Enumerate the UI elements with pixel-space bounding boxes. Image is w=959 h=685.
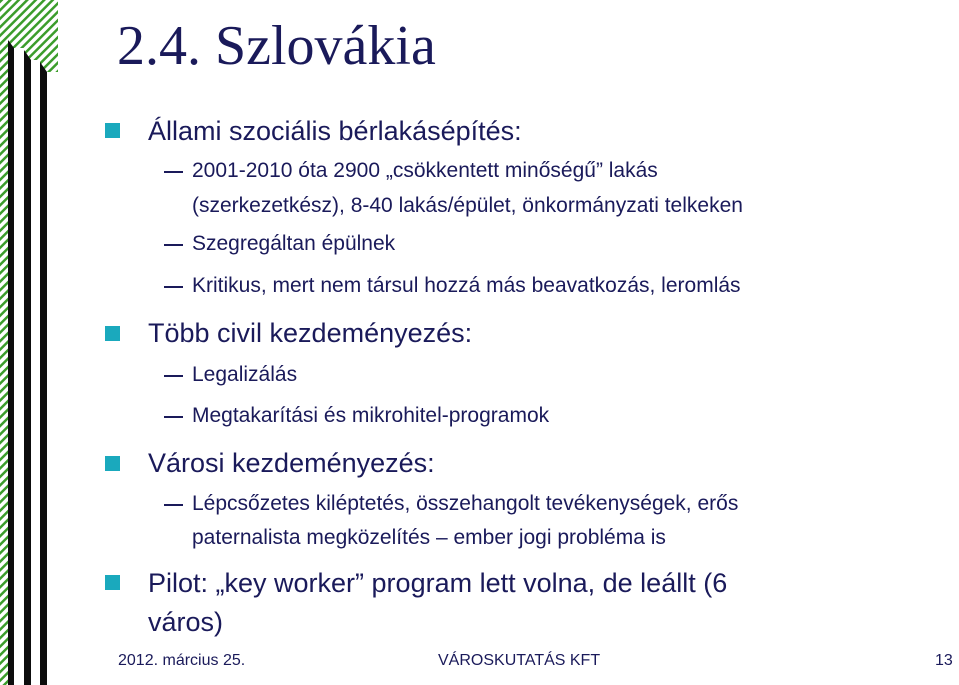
sub-bullet-text: Lépcsőzetes kiléptetés, összehangolt tevékenységek, erős (192, 492, 739, 515)
striped-pattern-graphic (0, 0, 58, 685)
sub-bullet-text: Kritikus, mert nem társul hozzá más beavatkozás, leromlás (192, 274, 741, 297)
bullet-heading: Pilot: „key worker” program lett volna, de leállt (6 (148, 568, 728, 598)
sub-bullet-text: 2001-2010 óta 2900 „csökkentett minőségű” lakás (192, 159, 658, 182)
bullet-heading-continued: város) (148, 607, 224, 637)
page-number: 13 (935, 652, 953, 669)
sub-bullet-text: Legalizálás (192, 363, 298, 386)
dash-bullet-icon (164, 504, 183, 506)
dash-bullet-icon (164, 375, 183, 377)
dash-bullet-icon (164, 244, 183, 246)
bullet-heading: Több civil kezdeményezés: (148, 318, 473, 348)
sub-bullet-text: paternalista megközelítés – ember jogi probléma is (192, 526, 666, 549)
dash-bullet-icon (164, 171, 183, 173)
slide-title: 2.4. Szlovákia (117, 15, 436, 77)
square-bullet-icon (105, 575, 120, 590)
sub-bullet-text: (szerkezetkész), 8-40 lakás/épület, önkormányzati telkeken (192, 194, 743, 217)
dash-bullet-icon (164, 416, 183, 418)
square-bullet-icon (105, 456, 120, 471)
sub-bullet-text: Megtakarítási és mikrohitel-programok (192, 404, 550, 427)
bullet-heading: Városi kezdeményezés: (148, 448, 435, 478)
decorative-sidebar (0, 0, 58, 685)
sub-bullet-text: Szegregáltan épülnek (192, 232, 396, 255)
dash-bullet-icon (164, 286, 183, 288)
footer-organization: VÁROSKUTATÁS KFT (438, 652, 601, 669)
square-bullet-icon (105, 326, 120, 341)
square-bullet-icon (105, 123, 120, 138)
bullet-heading: Állami szociális bérlakásépítés: (148, 116, 522, 146)
footer-date: 2012. március 25. (118, 652, 246, 669)
